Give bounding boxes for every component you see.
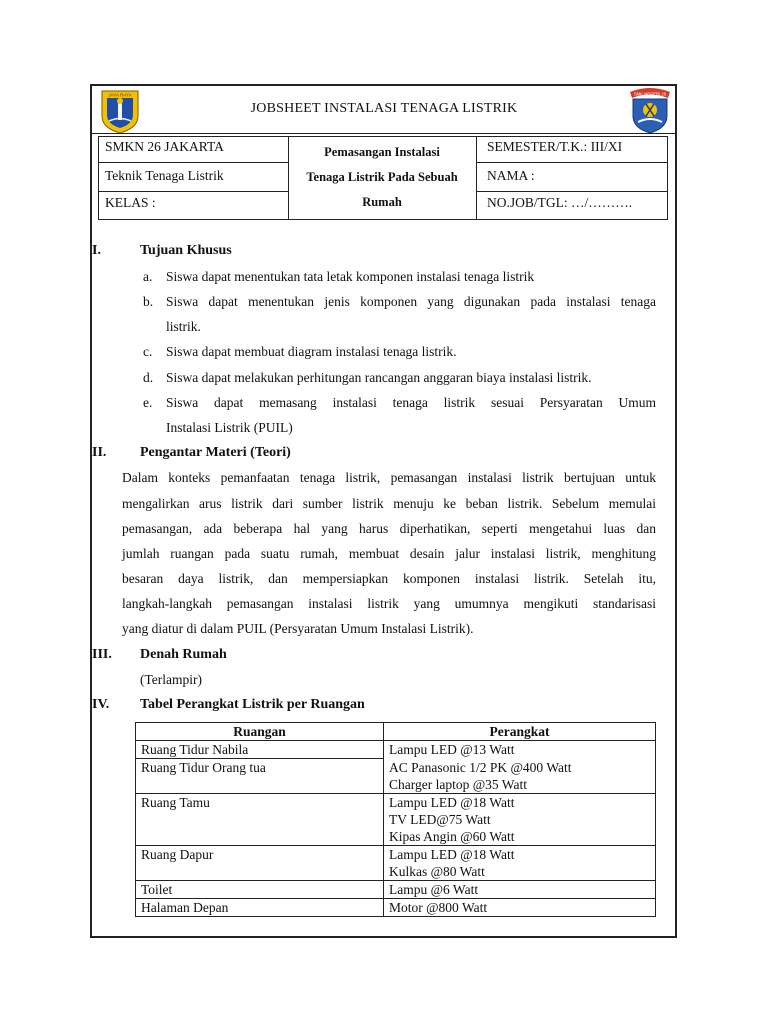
room-cell: Ruang Tidur Nabila <box>136 741 384 759</box>
info-grid-row1-right <box>476 162 667 163</box>
device-cell: Lampu LED @13 Watt <box>384 741 656 759</box>
device-item: TV LED@75 Watt <box>389 812 491 827</box>
room-cell: Ruang Dapur <box>136 846 384 881</box>
table-row <box>136 899 656 917</box>
section-title-tujuan: Tujuan Khusus <box>140 243 232 258</box>
list-item-letter: b. <box>143 294 154 309</box>
section-number: III. <box>92 647 112 662</box>
table-row <box>136 846 656 881</box>
device-item: Lampu LED @18 Watt <box>389 795 515 810</box>
list-item-text: Siswa dapat memasang instalasi tenaga listrik sesuai Persyaratan Umum <box>166 395 656 410</box>
column-header-perangkat: Perangkat <box>384 723 656 741</box>
room-cell: Ruang Tidur Orang tua <box>136 759 384 794</box>
list-item-letter: d. <box>143 370 154 385</box>
paragraph-line: besaran daya listrik, dan mempersiapkan komponen instalasi listrik. Setelah itu, <box>122 571 656 586</box>
section-number: II. <box>92 445 107 460</box>
info-grid-left <box>98 136 99 220</box>
list-item-letter: e. <box>143 395 153 410</box>
job-title-block <box>289 140 475 215</box>
attachment-note: (Terlampir) <box>140 672 203 687</box>
semester-field: SEMESTER/T.K.: III/XI <box>487 139 623 154</box>
table-row <box>136 881 656 899</box>
class-field-label: KELAS : <box>105 195 156 210</box>
section-number: I. <box>92 243 101 258</box>
department-name: Teknik Tenaga Listrik <box>105 168 224 183</box>
list-item-text: Siswa dapat melakukan perhitungan rancangan anggaran biaya instalasi listrik. <box>166 370 592 385</box>
paragraph-line: Dalam konteks pemanfaatan tenaga listrik, pemasangan instalasi listrik bertujuan untuk <box>122 470 656 485</box>
section-title-pengantar: Pengantar Materi (Teori) <box>140 445 291 460</box>
list-item-text: Siswa dapat membuat diagram instalasi tenaga listrik. <box>166 344 457 359</box>
info-grid-bottom <box>98 219 668 220</box>
column-header-ruangan: Ruangan <box>136 723 384 741</box>
room-cell: Ruang Tamu <box>136 794 384 846</box>
paragraph-line: yang diatur di dalam PUIL (Persyaratan Umum Instalasi Listrik). <box>122 621 474 636</box>
device-cell <box>384 794 656 846</box>
section-title-tabel: Tabel Perangkat Listrik per Ruangan <box>140 697 365 712</box>
name-field-label: NAMA : <box>487 168 535 183</box>
job-number-field: NO.JOB/TGL: …/………. <box>487 195 633 210</box>
table-row <box>136 794 656 846</box>
logo-right-text: SMK NEGERI 26 <box>633 91 667 97</box>
list-item-letter: a. <box>143 269 153 284</box>
device-cell: Motor @800 Watt <box>384 899 656 917</box>
table-row <box>136 741 656 759</box>
device-cell: Lampu @6 Watt <box>384 881 656 899</box>
header-divider <box>90 133 677 134</box>
device-item: Lampu LED @18 Watt <box>389 847 515 862</box>
job-title-line: Rumah <box>362 195 402 209</box>
list-item-letter: c. <box>143 344 153 359</box>
list-item-text: Instalasi Listrik (PUIL) <box>166 420 293 435</box>
list-item-text: listrik. <box>166 319 201 334</box>
room-cell: Halaman Depan <box>136 899 384 917</box>
info-grid-row1-left <box>98 162 288 163</box>
device-cell <box>384 846 656 881</box>
room-cell: Toilet <box>136 881 384 899</box>
info-grid-top <box>98 136 668 137</box>
job-title-line: Tenaga Listrik Pada Sebuah <box>306 170 458 184</box>
job-title-line: Pemasangan Instalasi <box>324 145 440 159</box>
table-row <box>136 759 656 794</box>
device-item: Charger laptop @35 Watt <box>389 776 527 792</box>
info-grid-right <box>667 136 668 220</box>
info-grid-row2-right <box>476 191 667 192</box>
list-item-text: Siswa dapat menentukan jenis komponen yang digunakan pada instalasi tenaga <box>166 294 656 309</box>
list-item-text: Siswa dapat menentukan tata letak komponen instalasi tenaga listrik <box>166 269 535 284</box>
device-item: AC Panasonic 1/2 PK @400 Watt <box>389 759 572 775</box>
device-item: Kulkas @80 Watt <box>389 864 485 879</box>
section-number: IV. <box>92 697 110 712</box>
device-cell <box>384 759 656 794</box>
paragraph-line: jumlah ruangan pada suatu rumah, membuat desain jalur instalasi listrik, menghitung <box>122 546 656 561</box>
paragraph-line: mengalirkan arus listrik dari sumber listrik menuju ke beban listrik. Sebelum memulai <box>122 496 656 511</box>
jobsheet-title: JOBSHEET INSTALASI TENAGA LISTRIK <box>250 101 518 116</box>
logo-left-text: JAYA RAYA <box>108 92 132 98</box>
info-grid-col2 <box>476 136 477 220</box>
device-table <box>135 722 656 917</box>
table-header-row <box>136 723 656 741</box>
paragraph-line: pemasangan, ada beberapa hal yang harus diperhatikan, seperti mengetahui luas dan <box>122 521 656 536</box>
school-name: SMKN 26 JAKARTA <box>105 139 224 154</box>
info-grid-row2-left <box>98 191 288 192</box>
section-title-denah: Denah Rumah <box>140 647 227 662</box>
paragraph-line: langkah-langkah pemasangan instalasi listrik yang umumnya mengikuti standarisasi <box>122 596 656 611</box>
device-item: Kipas Angin @60 Watt <box>389 829 515 844</box>
